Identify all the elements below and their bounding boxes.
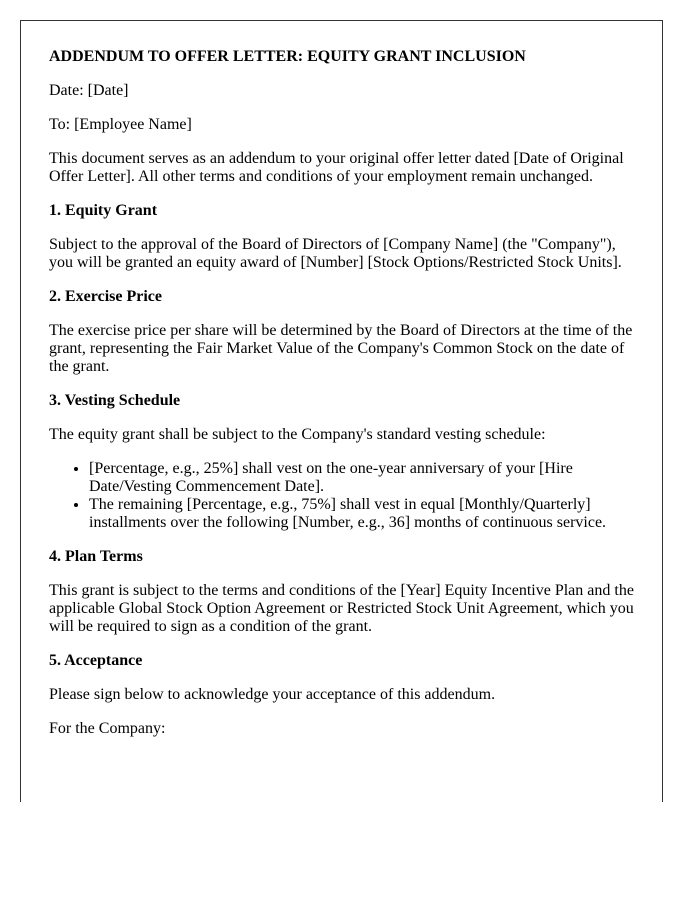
list-item: • [Percentage, e.g., 25%] shall vest on the one-year anniversary of your [Hire Date/Vesting Commencement Date]. [89,460,634,496]
section-heading-vesting-schedule: 3. Vesting Schedule [49,392,181,409]
section-body-exercise-price: The exercise price per share will be determined by the Board of Directors at the time of the grant, representing the Fair Market Value of the Company's Common Stock on the date of the grant. [49,322,633,375]
list-item: • The remaining [Percentage, e.g., 75%] shall vest in equal [Monthly/Quarterly] installments over the following [Number, e.g., 36] months of continuous service. [89,496,634,532]
vesting-list [49,460,634,532]
closing-line: For the Company: [49,720,166,737]
recipient-line: To: [Employee Name] [49,116,192,133]
section-heading-acceptance: 5. Acceptance [49,652,143,669]
section-heading-plan-terms: 4. Plan Terms [49,548,143,565]
section-heading-exercise-price: 2. Exercise Price [49,288,162,305]
section-body-acceptance: Please sign below to acknowledge your acceptance of this addendum. [49,686,496,703]
section-body-vesting-schedule: The equity grant shall be subject to the Company's standard vesting schedule: [49,426,546,443]
section-body-plan-terms: This grant is subject to the terms and conditions of the [Year] Equity Incentive Plan and the applicable Global Stock Option Agreement or Restricted Stock Unit Agreement, which you will be required to sign as a condition of the grant. [49,582,634,635]
document-title: ADDENDUM TO OFFER LETTER: EQUITY GRANT INCLUSION [49,48,526,65]
section-body-equity-grant: Subject to the approval of the Board of Directors of [Company Name] (the "Company"), you will be granted an equity award of [Number] [Stock Options/Restricted Stock Units]. [49,236,622,271]
section-heading-equity-grant: 1. Equity Grant [49,202,158,219]
document-page [20,20,663,802]
date-line: Date: [Date] [49,82,129,99]
intro-paragraph: This document serves as an addendum to your original offer letter dated [Date of Original Offer Letter]. All other terms and conditions of your employment remain unchanged. [49,150,624,185]
